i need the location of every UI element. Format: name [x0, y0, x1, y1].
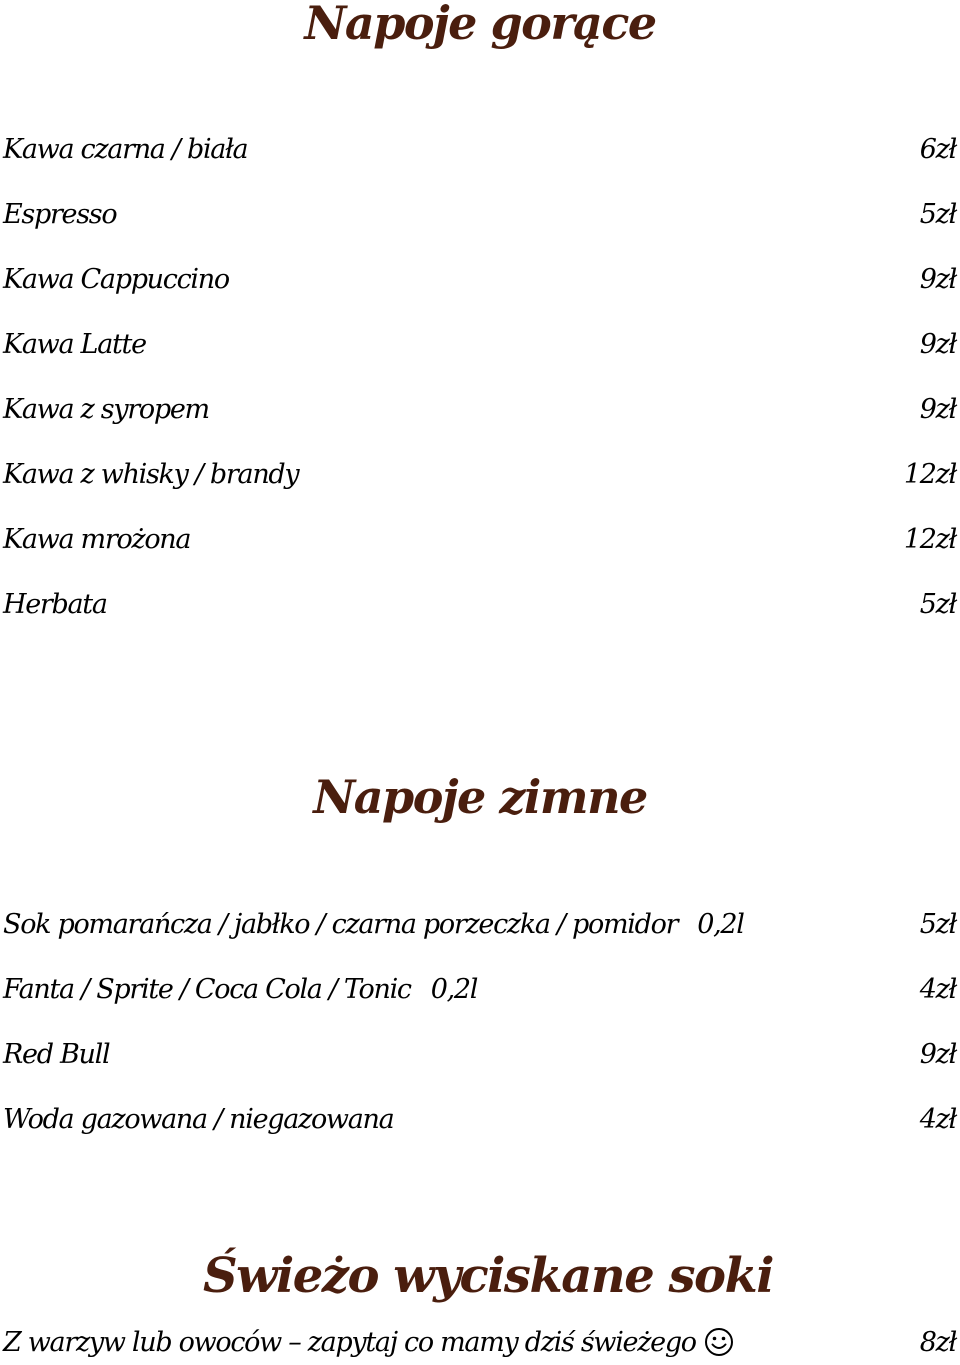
menu-item-row [3, 324, 956, 364]
item-price: 12zł [903, 523, 956, 555]
item-name: Kawa Latte [3, 328, 146, 360]
smiley-icon [704, 1327, 734, 1357]
item-size: 0,2l [697, 908, 744, 940]
menu-item-row [3, 259, 956, 299]
item-name: Espresso [3, 198, 117, 230]
item-price: 5zł [919, 198, 956, 230]
item-price: 12zł [903, 458, 956, 490]
item-name-group [3, 909, 744, 940]
item-name: Red Bull [3, 1038, 110, 1070]
item-price: 9zł [919, 1038, 956, 1070]
menu-item-row [3, 129, 956, 169]
menu-item-row [3, 454, 956, 494]
item-price: 9zł [919, 328, 956, 360]
item-price: 5zł [919, 908, 956, 940]
section-title-cold-drinks: Napoje zimne [313, 770, 647, 824]
section-title-fresh-juices: Świeżo wyciskane soki [203, 1248, 773, 1304]
section-title-hot-drinks: Napoje gorące [304, 0, 656, 50]
menu-item-row [3, 519, 956, 559]
item-name-group [3, 974, 477, 1005]
item-name: Woda gazowana / niegazowana [3, 1103, 394, 1135]
item-name: Fanta / Sprite / Coca Cola / Tonic [3, 973, 411, 1005]
item-price: 8zł [919, 1326, 956, 1358]
item-name: Kawa z whisky / brandy [3, 458, 299, 490]
item-price: 9zł [919, 393, 956, 425]
item-price: 4zł [919, 973, 956, 1005]
item-price: 6zł [919, 133, 956, 165]
item-name-group [3, 1327, 734, 1358]
item-name: Sok pomarańcza / jabłko / czarna porzeczka / pomidor [3, 908, 678, 940]
item-name: Kawa z syropem [3, 393, 209, 425]
item-size: 0,2l [430, 973, 478, 1005]
item-price: 5zł [919, 588, 956, 620]
item-price: 9zł [919, 263, 956, 295]
item-name: Kawa Cappuccino [3, 263, 229, 295]
menu-item-row [3, 584, 956, 624]
item-name: Kawa mrożona [3, 523, 191, 555]
menu-item-row [3, 904, 956, 944]
menu-item-row [3, 194, 956, 234]
item-name: Herbata [3, 588, 107, 620]
item-name: Kawa czarna / biała [3, 133, 248, 165]
menu-item-row [3, 1322, 956, 1362]
menu-item-row [3, 389, 956, 429]
item-price: 4zł [919, 1103, 956, 1135]
item-name: Z warzyw lub owoców – zapytaj co mamy dziś świeżego [3, 1326, 696, 1358]
menu-item-row [3, 1034, 956, 1074]
menu-item-row [3, 969, 956, 1009]
menu-item-row [3, 1099, 956, 1139]
